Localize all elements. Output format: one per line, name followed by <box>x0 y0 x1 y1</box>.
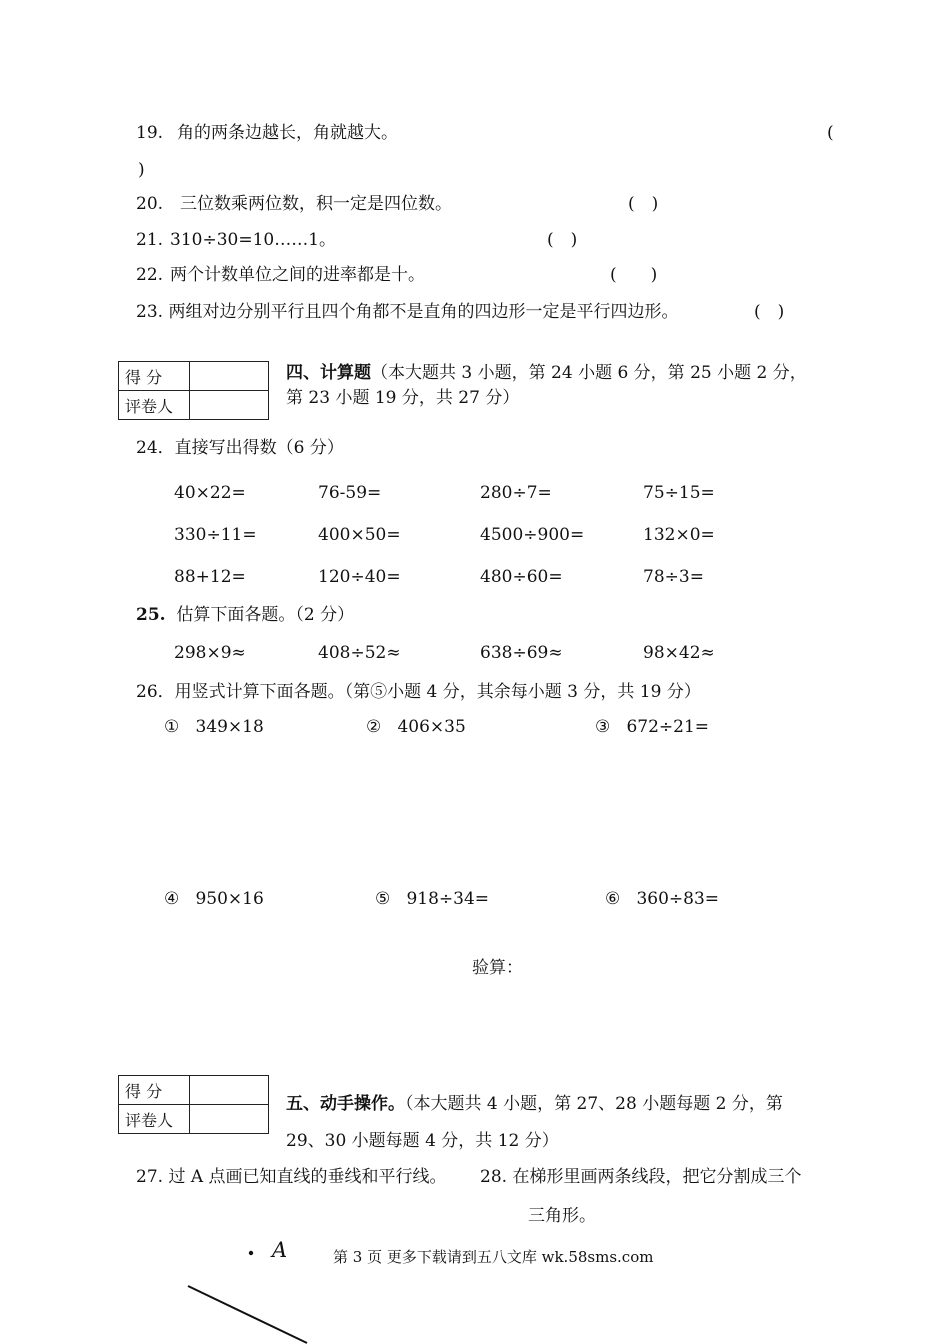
section5-desc-line2: 29、30 小题每题 4 分，共 12 分） <box>286 1131 559 1151</box>
point-a-label: A <box>272 1238 288 1262</box>
given-line <box>188 1286 307 1343</box>
item-expr: 349×18 <box>195 717 264 737</box>
q25-item: 638÷69≈ <box>480 643 563 663</box>
q24-item: 76-59= <box>318 483 382 503</box>
q22-text: 两个计数单位之间的进率都是十。 <box>170 265 425 285</box>
section5-desc-line1: （本大题共 4 小题，第 27、28 小题每题 2 分，第 <box>405 1094 783 1114</box>
q20-number: 20. <box>136 194 164 214</box>
item-mark: ⑥ <box>605 889 621 909</box>
q22-number: 22. <box>136 265 164 285</box>
q24-item: 40×22= <box>174 483 246 503</box>
q24-item: 120÷40= <box>318 567 401 587</box>
q26-title: 26．用竖式计算下面各题。（第⑤小题 4 分，其余每小题 3 分，共 19 分） <box>136 682 701 702</box>
q24-item: 4500÷900= <box>480 525 585 545</box>
item-mark: ③ <box>595 717 611 737</box>
score-label: 得 分 <box>119 1076 190 1105</box>
q24-item: 400×50= <box>318 525 401 545</box>
section5-title: 五、动手操作。 <box>286 1094 405 1114</box>
q19-paren-open: ( <box>827 123 834 143</box>
q22-answer-paren: ( ) <box>610 265 658 285</box>
item-expr: 360÷83= <box>636 889 720 909</box>
q24-item: 132×0= <box>643 525 715 545</box>
item-expr: 950×16 <box>195 889 264 909</box>
grader-label: 评卷人 <box>119 391 190 420</box>
q24-item: 330÷11= <box>174 525 257 545</box>
q25-item: 408÷52≈ <box>318 643 401 663</box>
q21-text: 310÷30=10……1。 <box>170 230 337 250</box>
point-a-dot <box>249 1251 253 1255</box>
q20-answer-paren: ( ) <box>628 194 659 214</box>
grader-label: 评卷人 <box>119 1105 190 1134</box>
check-label: 验算： <box>472 958 523 978</box>
q28-text-line1: 28. 在梯形里画两条线段，把它分割成三个 <box>480 1167 802 1187</box>
q25-text: 估算下面各题。（2 分） <box>176 605 355 625</box>
section4-desc-line2: 第 23 小题 19 分，共 27 分） <box>286 388 520 408</box>
item-mark: ④ <box>164 889 180 909</box>
q23-answer-paren: ( ) <box>754 302 785 322</box>
score-label: 得 分 <box>119 362 190 391</box>
q25-item: 298×9≈ <box>174 643 246 663</box>
q21-number: 21. <box>136 230 164 250</box>
q28-text-line2: 三角形。 <box>528 1206 596 1226</box>
q25-item: 98×42≈ <box>643 643 715 663</box>
item-mark: ⑤ <box>375 889 391 909</box>
item-expr: 918÷34= <box>406 889 490 909</box>
q24-item: 75÷15= <box>643 483 715 503</box>
section4-title: 四、计算题 <box>286 363 371 383</box>
item-expr: 672÷21= <box>626 717 710 737</box>
item-mark: ② <box>366 717 382 737</box>
q21-answer-paren: ( ) <box>547 230 578 250</box>
q19-paren-close: ) <box>138 160 145 180</box>
q25-number: 25. <box>136 605 166 625</box>
q24-item: 480÷60= <box>480 567 563 587</box>
item-expr: 406×35 <box>397 717 466 737</box>
q19-number: 19. <box>136 123 164 143</box>
q24-item: 78÷3= <box>643 567 704 587</box>
item-mark: ① <box>164 717 180 737</box>
page-footer: 第 3 页 更多下载请到五八文库 wk.58sms.com <box>333 1248 654 1266</box>
q19-text: 角的两条边越长，角就越大。 <box>177 123 398 143</box>
q27-text: 27. 过 A 点画已知直线的垂线和平行线。 <box>136 1167 447 1187</box>
q24-item: 280÷7= <box>480 483 552 503</box>
q24-item: 88+12= <box>174 567 246 587</box>
section4-desc-line1: （本大题共 3 小题，第 24 小题 6 分，第 25 小题 2 分， <box>371 363 807 383</box>
q23-text: 23. 两组对边分别平行且四个角都不是直角的四边形一定是平行四边形。 <box>136 302 679 322</box>
q24-title: 24．直接写出得数（6 分） <box>136 438 344 458</box>
q20-text: 三位数乘两位数，积一定是四位数。 <box>180 194 452 214</box>
